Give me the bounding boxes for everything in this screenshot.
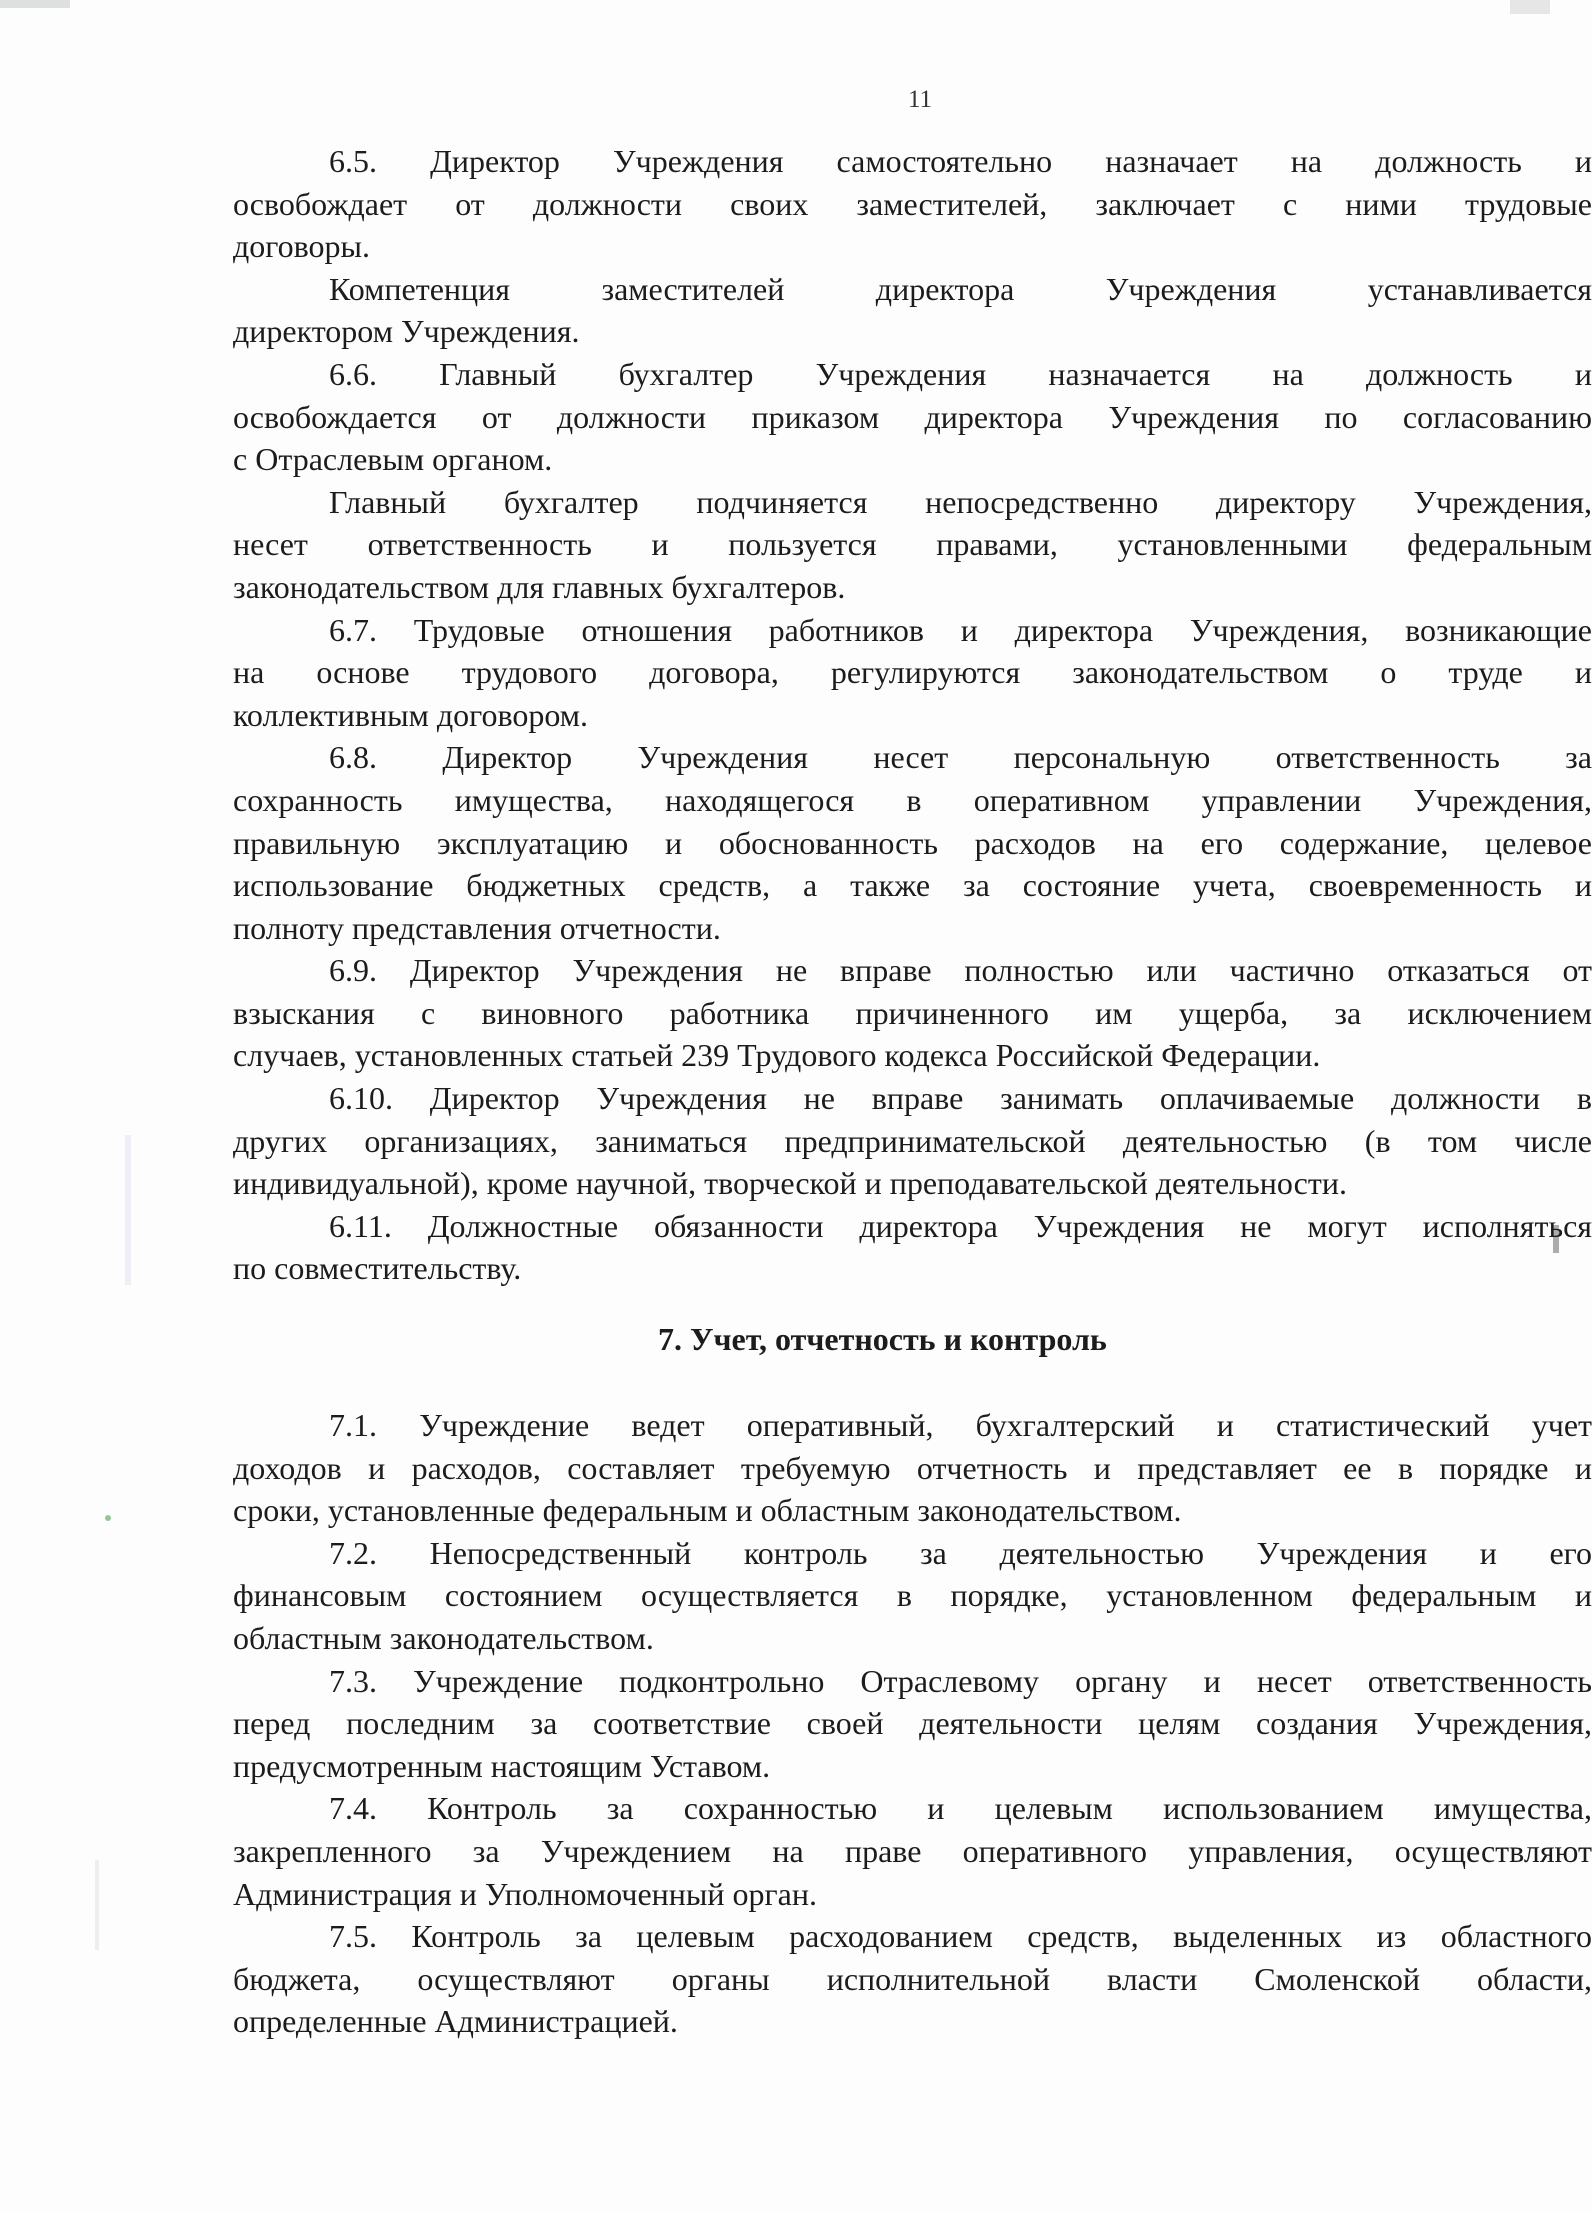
paragraph	[233, 1532, 1592, 1660]
scan-artifact	[0, 0, 70, 8]
paragraph-line: 6.11. Должностные обязанности директора Учреждения не могут исполняться	[329, 1207, 1592, 1244]
paragraph	[233, 1660, 1592, 1788]
paragraph-line: законодательством для главных бухгалтеров.	[233, 568, 846, 605]
document-body	[233, 140, 1592, 2043]
paragraph-line: директором Учреждения.	[233, 313, 580, 350]
paragraph-line: определенные Администрацией.	[233, 2003, 678, 2040]
paragraph	[233, 353, 1592, 481]
paragraph	[233, 1787, 1592, 1915]
scan-artifact	[95, 1860, 99, 1950]
paragraph-line: освобождает от должности своих заместителей, заключает с ними трудовые	[233, 185, 1592, 222]
section-7-heading: 7. Учет, отчетность и контроль	[658, 1321, 1107, 1358]
paragraph-line: 6.10. Директор Учреждения не вправе занимать оплачиваемые должности в	[329, 1080, 1592, 1117]
paragraph	[233, 481, 1592, 609]
paragraph	[233, 140, 1592, 268]
paragraph-line: случаев, установленных статьей 239 Трудового кодекса Российской Федерации.	[233, 1037, 1321, 1074]
scan-artifact	[125, 1135, 131, 1285]
paragraph-line: финансовым состоянием осуществляется в порядке, установленном федеральным и	[233, 1577, 1592, 1614]
paragraph-line: 7.3. Учреждение подконтрольно Отраслевому органу и несет ответственность	[329, 1662, 1592, 1699]
section-6-paragraphs	[233, 140, 1592, 1290]
paragraph	[233, 609, 1592, 737]
paragraph	[233, 1404, 1592, 1532]
paragraph-line: сохранность имущества, находящегося в оперативном управлении Учреждения,	[233, 781, 1592, 818]
paragraph-line: индивидуальной), кроме научной, творческой и преподавательской деятельности.	[233, 1165, 1347, 1202]
paragraph	[233, 268, 1592, 353]
paragraph-line: 6.7. Трудовые отношения работников и директора Учреждения, возникающие	[329, 611, 1592, 648]
paragraph-line: 6.6. Главный бухгалтер Учреждения назначается на должность и	[329, 355, 1592, 392]
paragraph-line: по совместительству.	[233, 1250, 522, 1287]
paragraph	[233, 1077, 1592, 1205]
paragraph-line: областным законодательством.	[233, 1620, 654, 1656]
paragraph-line: 7.4. Контроль за сохранностью и целевым использованием имущества,	[329, 1790, 1592, 1827]
paragraph-line: договоры.	[233, 228, 370, 265]
paragraph-line: Компетенция заместителей директора Учреждения устанавливается	[329, 270, 1592, 307]
paragraph-line: на основе трудового договора, регулируются законодательством о труде и	[233, 654, 1592, 691]
paragraph-line: полноту представления отчетности.	[233, 909, 721, 946]
paragraph-line: несет ответственность и пользуется правами, установленными федеральным	[233, 526, 1592, 563]
scan-artifact	[105, 1515, 111, 1521]
paragraph-line: закрепленного за Учреждением на праве оперативного управления, осуществляют	[233, 1832, 1592, 1869]
paragraph-line: перед последним за соответствие своей деятельности целям создания Учреждения,	[233, 1705, 1592, 1742]
paragraph-line: сроки, установленные федеральным и областным законодательством.	[233, 1492, 1182, 1529]
paragraph-line: коллективным договором.	[233, 696, 588, 733]
paragraph	[233, 949, 1592, 1077]
paragraph-line: бюджета, осуществляют органы исполнительной власти Смоленской области,	[233, 1960, 1592, 1997]
paragraph-line: взыскания с виновного работника причиненного им ущерба, за исключением	[233, 994, 1592, 1031]
paragraph-line: доходов и расходов, составляет требуемую отчетность и представляет ее в порядке и	[233, 1449, 1592, 1486]
paragraph-line: предусмотренным настоящим Уставом.	[233, 1747, 771, 1784]
paragraph-line: правильную эксплуатацию и обоснованность расходов на его содержание, целевое	[233, 824, 1592, 861]
section-7-paragraphs	[233, 1404, 1592, 2043]
scan-artifact	[1510, 0, 1550, 14]
paragraph	[233, 1915, 1592, 2043]
page-number: 11	[907, 86, 933, 113]
paragraph-line: 6.8. Директор Учреждения несет персональную ответственность за	[329, 739, 1592, 776]
paragraph-line: 6.9. Директор Учреждения не вправе полностью или частично отказаться от	[329, 952, 1592, 989]
paragraph-line: Администрация и Уполномоченный орган.	[233, 1875, 817, 1912]
paragraph	[233, 736, 1592, 949]
paragraph-line: 7.2. Непосредственный контроль за деятельностью Учреждения и его	[329, 1534, 1592, 1571]
paragraph-line: 7.1. Учреждение ведет оперативный, бухгалтерский и статистический учет	[329, 1407, 1592, 1444]
paragraph-line: с Отраслевым органом.	[233, 441, 553, 478]
paragraph	[233, 1205, 1592, 1290]
paragraph-line: 7.5. Контроль за целевым расходованием средств, выделенных из областного	[329, 1918, 1592, 1955]
paragraph-line: других организациях, заниматься предпринимательской деятельностью (в том числе	[233, 1122, 1592, 1159]
paragraph-line: Главный бухгалтер подчиняется непосредственно директору Учреждения,	[329, 483, 1592, 520]
paragraph-line: освобождается от должности приказом директора Учреждения по согласованию	[233, 398, 1592, 435]
paragraph-line: 6.5. Директор Учреждения самостоятельно назначает на должность и	[329, 143, 1592, 179]
paragraph-line: использование бюджетных средств, а также за состояние учета, своевременность и	[233, 867, 1592, 904]
